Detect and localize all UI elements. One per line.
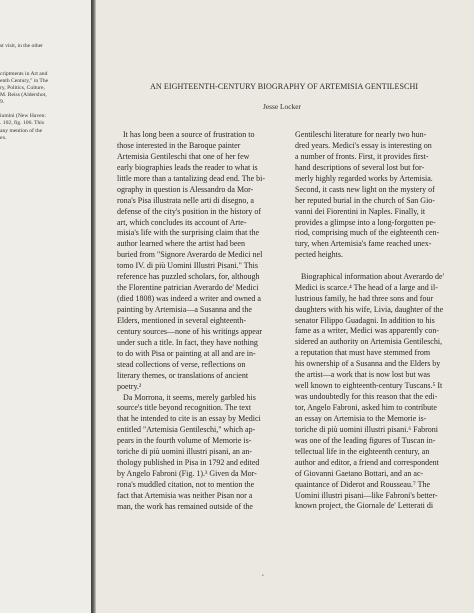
text-line: pected heights. xyxy=(295,250,343,260)
text-line: dred years. Medici's essay is interesting on xyxy=(295,140,432,150)
article-title: AN EIGHTEENTH-CENTURY BIOGRAPHY OF ARTEMISIA GENTILESCHI xyxy=(150,82,419,91)
text-line: pears in the fourth volume of Memorie is- xyxy=(117,436,252,446)
text-line: was undoubtedly for this reason that the edi- xyxy=(295,392,438,402)
facing-page-line: ex. xyxy=(0,135,7,141)
text-line: source's title beyond recognition. The text xyxy=(117,403,252,413)
facing-page-line: M. Reiss (Aldershot, xyxy=(0,92,47,98)
text-line: Elders, mentioned in several eighteenth- xyxy=(117,315,247,325)
facing-page-fragment xyxy=(0,0,92,613)
facing-page-line: st visit, in the other xyxy=(0,43,44,49)
text-line: well known to eighteenth-century Tuscans.⁵ It xyxy=(295,381,443,391)
text-line: provides a glimpse into a long-forgotten pe- xyxy=(295,217,436,227)
text-line: author learned where the artist had been xyxy=(117,239,245,249)
text-line: the Florentine patrician Averardo de' Medici xyxy=(117,283,259,293)
text-line: to do with Pisa or painting at all and are in- xyxy=(117,348,256,358)
text-line: misia's life with the surprising claim that the xyxy=(117,228,260,238)
text-line: poetry.² xyxy=(117,381,142,391)
text-line: early biographies leads the reader to what is xyxy=(117,162,258,172)
text-line: his ownership of a Susanna and the Elders by xyxy=(295,359,441,369)
text-line: hand descriptions of several lost but for- xyxy=(295,162,425,172)
text-line: fame as a writer, Medici was apparently con- xyxy=(295,326,440,336)
text-line: thology published in Pisa in 1792 and edited xyxy=(117,458,260,468)
text-line: toriche di più uomini illustri pisani.⁶ Fabroni xyxy=(295,424,438,434)
text-line: by Angelo Fabroni (Fig. 1).³ Given da Mor- xyxy=(117,469,257,479)
facing-page-line: . 102, fig. 106. This xyxy=(0,120,45,126)
text-line: riod, comprising much of the eighteenth cen- xyxy=(295,228,440,238)
text-line: Second, it casts new light on the mystery of xyxy=(295,184,435,194)
text-line: those interested in the Baroque painter xyxy=(117,140,241,150)
text-line: Artemisia Gentileschi that one of her few xyxy=(117,151,250,161)
text-line: sidered an authority on Artemisia Gentileschi, xyxy=(295,337,443,347)
body-column-left xyxy=(117,130,281,513)
text-line: man, the work has remained outside of the xyxy=(117,501,253,511)
text-line: stead collections of verse, reflections on xyxy=(117,359,246,369)
text-line: a number of fronts. First, it provides first- xyxy=(295,151,429,161)
text-line: tellectual life in the eighteenth century, an xyxy=(295,446,430,456)
text-line: vanni dei Fiorentini in Naples. Finally, it xyxy=(295,206,426,216)
text-line: merly highly regarded works by Artemisia. xyxy=(295,173,433,183)
text-line: toriche di più uomini illustri pisani, an an- xyxy=(117,447,253,457)
text-line: fact that Artemisia was neither Pisan nor a xyxy=(117,490,253,500)
text-line: that he intended to cite is an essay by Medici xyxy=(117,414,261,424)
text-line: Biographical information about Averardo de' xyxy=(301,271,445,281)
text-line: century sources—none of his writings appear xyxy=(117,326,263,336)
text-line: art, which concludes its account of Arte- xyxy=(117,217,247,227)
text-line: (died 1808) was indeed a writer and owned a xyxy=(117,294,261,304)
text-line: author and editor, a friend and correspondent xyxy=(295,457,439,467)
text-line: ography in question is Alessandro da Mor- xyxy=(117,184,254,194)
text-line: was one of the leading figures of Tuscan in- xyxy=(295,435,436,445)
text-line: known project, the Giornale de' Letterati di xyxy=(295,501,434,511)
text-line: painting by Artemisia—a Susanna and the xyxy=(117,305,252,314)
text-line: quaintance of Diderot and Rousseau.⁷ The xyxy=(295,479,431,489)
text-line: Medici is scarce.⁴ The head of a large and il- xyxy=(295,282,438,292)
text-line: the artist—a work that is now lost but was xyxy=(295,370,431,380)
text-line: defense of the city's position in the history of xyxy=(117,206,262,216)
facing-page-line: enth Century," in The xyxy=(0,78,49,84)
text-line: her reputed burial in the church of San Gio- xyxy=(295,195,435,205)
article-author: Jesse Locker xyxy=(263,102,301,111)
facing-page-line: any mention of the xyxy=(0,128,43,134)
text-line: literary themes, or translations of ancient xyxy=(117,370,249,380)
text-line: Uomini illustri pisani—like Fabroni's better- xyxy=(295,490,438,500)
text-line: buried from "Signore Averardo de Medici nel xyxy=(117,250,263,260)
facing-page-line: ry, Politics, Culture, xyxy=(0,85,45,91)
text-line: tury, when Artemisia's fame reached unex- xyxy=(295,239,432,249)
paragraph-gap xyxy=(295,261,459,272)
text-line: a reputation that must have stemmed from xyxy=(295,348,431,358)
text-line: rona's muddled citation, not to mention the xyxy=(117,480,255,489)
text-line: tomo IV. di più Uomini Illustri Pisani." This xyxy=(117,261,258,271)
facing-page-line: iumini (New Haven: xyxy=(0,113,46,119)
facing-page-line: 9. xyxy=(0,99,5,105)
text-line: reference has puzzled scholars, for, although xyxy=(117,272,260,282)
body-column-right xyxy=(295,130,459,512)
text-line: of Giovanni Gaetano Bottari, and an ac- xyxy=(295,468,424,478)
page-footer-mark: • xyxy=(262,574,264,579)
text-line: an essay on Artemisia to the Memorie is- xyxy=(295,413,427,423)
text-line: entitled "Artemisia Gentileschi," which ap- xyxy=(117,425,256,435)
text-line: senator Filippo Guadagni. In addition to his xyxy=(295,315,435,325)
text-line: Da Morrona, it seems, merely garbled his xyxy=(123,392,256,402)
text-line: Gentileschi literature for nearly two hun- xyxy=(295,130,427,139)
text-line: rona's Pisa illustrata nelle arti di disegno, a xyxy=(117,195,254,205)
text-line: little more than a tantalizing dead end. The bi- xyxy=(117,173,266,183)
text-line: tor, Angelo Fabroni, asked him to contribute xyxy=(295,403,437,412)
facing-page-line: criptments in Art and xyxy=(0,71,48,77)
text-line: under such a title. In fact, they have nothing xyxy=(117,337,258,347)
text-line: It has long been a source of frustration to xyxy=(123,130,255,139)
text-line: lustrious family, he had three sons and four xyxy=(295,293,434,303)
text-line: daughters with his wife, Livia, daughter of the xyxy=(295,304,444,314)
